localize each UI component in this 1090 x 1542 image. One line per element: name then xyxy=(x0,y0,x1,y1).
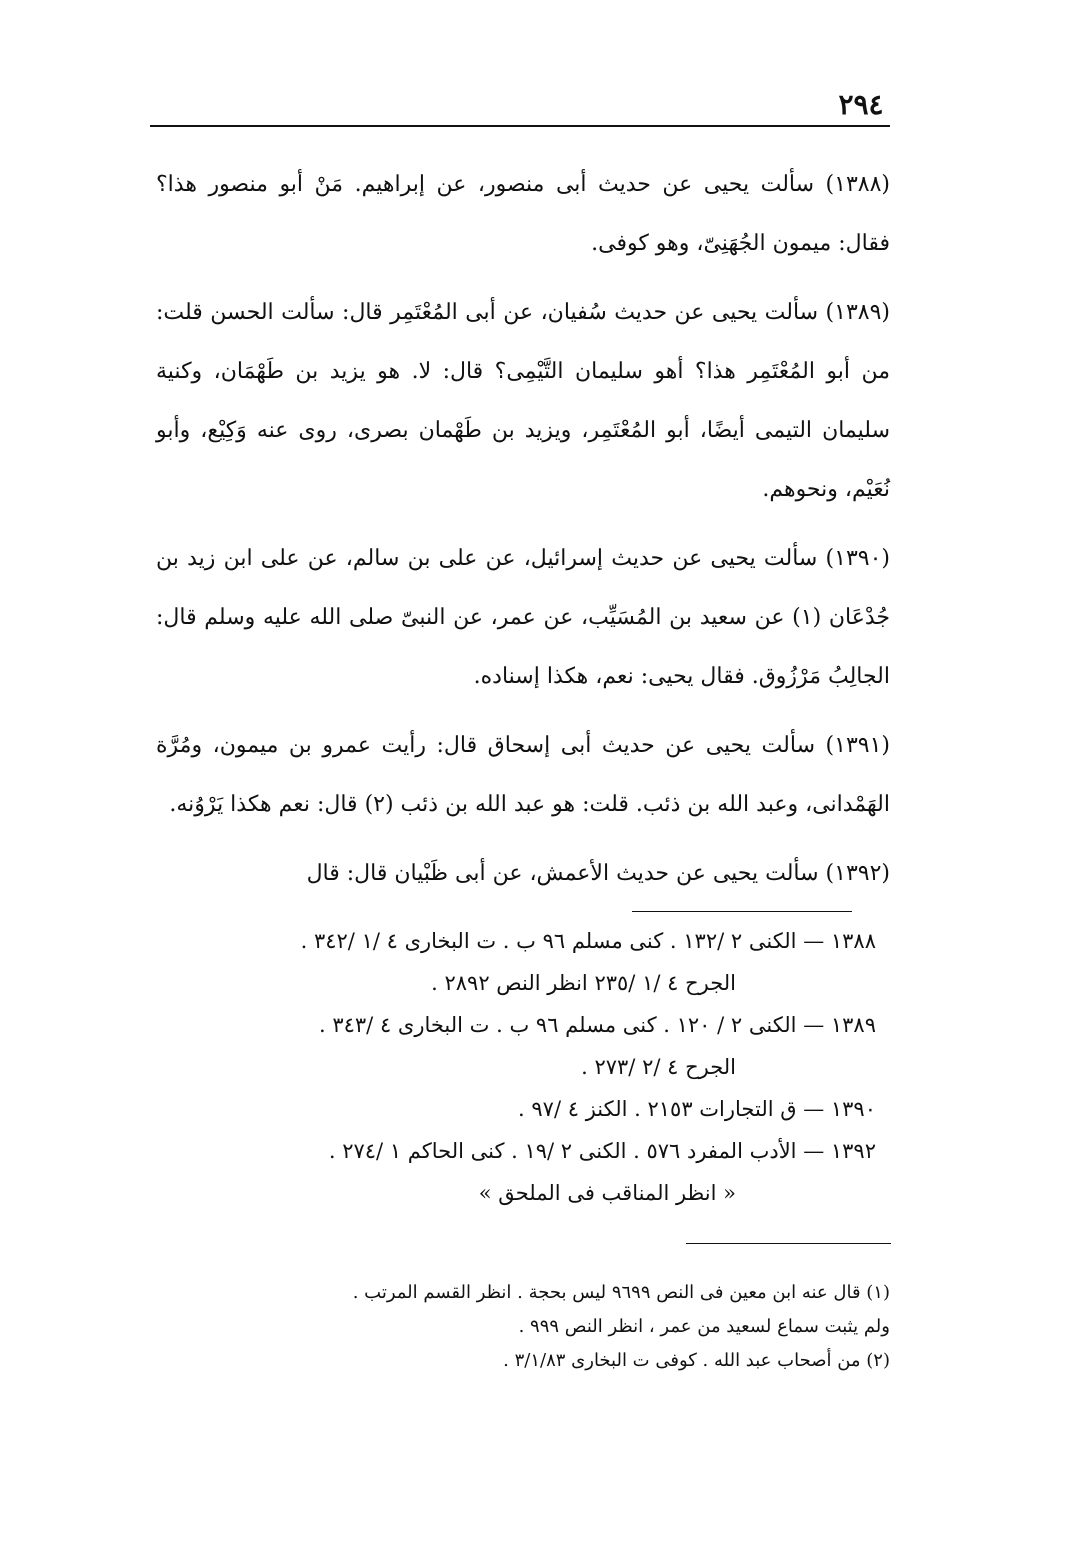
page-number: ٢٩٤ xyxy=(838,88,884,121)
entry-1391: (١٣٩١) سألت يحيى عن حديث أبى إسحاق قال: رأيت عمرو بن ميمون، ومُرَّة الهَمْدانى، وعبد الله بن ذئب. قلت: هو عبد الله بن ذئب (٢) قال: نعم هكذا يَرْوُنه. xyxy=(156,733,890,817)
note-1392-main: ١٣٩٢ — الأدب المفرد ٥٧٦ . الكنى ٢ /١٩ . كنى الحاكم ١ /٢٧٤ . xyxy=(328,1139,876,1163)
note-1390-main: ١٣٩٠ — ق التجارات ٢١٥٣ . الكنز ٤ /٩٧ . xyxy=(518,1097,876,1121)
entry-1388: (١٣٨٨) سألت يحيى عن حديث أبى منصور، عن إبراهيم. مَنْ أبو منصور هذا؟ فقال: ميمون الجُهَنِىّ، وهو كوفى. xyxy=(156,172,890,256)
note-1388-main: ١٣٨٨ — الكنى ٢ /١٣٢ . كنى مسلم ٩٦ ب . ت البخارى ٤ /١ /٣٤٢ . xyxy=(300,929,876,953)
note-1392 xyxy=(156,1130,876,1214)
note-1389 xyxy=(156,1004,876,1088)
note-1388 xyxy=(156,920,876,1004)
footnotes-rule xyxy=(686,1243,891,1244)
note-1389-main: ١٣٨٩ — الكنى ٢ / ١٢٠ . كنى مسلم ٩٦ ب . ت البخارى ٤ /٣٤٣ . xyxy=(318,1013,876,1037)
footnote-1-continued: ولم يثبت سماع لسعيد من عمر ، انظر النص ٩٩٩ . xyxy=(518,1316,890,1337)
note-1390 xyxy=(156,1088,876,1130)
entry-1389: (١٣٨٩) سألت يحيى عن حديث سُفيان، عن أبى المُعْتَمِر قال: سألت الحسن قلت: من أبو المُعْتَمِر هذا؟ أهو سليمان التَّيْمِى؟ قال: لا. هو يزيد بن طَهْمَان، وكنية سليمان التيمى أيضًا، أبو المُعْتَمِر، ويزيد بن طَهْمان بصرى، روى عنه وَكِيْع، وأبو نُعَيْم، ونحوهم. xyxy=(156,300,890,502)
main-text xyxy=(156,155,890,913)
footnotes xyxy=(156,1276,890,1378)
note-1388-sub: الجرح ٤ /١ /٢٣٥ انظر النص ٢٨٩٢ . xyxy=(431,971,736,995)
note-1392-sub: « انظر المناقب فى الملحق » xyxy=(478,1181,736,1205)
entry-1392: (١٣٩٢) سألت يحيى عن حديث الأعمش، عن أبى ظَبْيان قال: قال xyxy=(306,861,890,886)
reference-notes xyxy=(156,920,876,1214)
notes-rule xyxy=(632,911,852,912)
footnote-1: (١) قال عنه ابن معين فى النص ٩٦٩٩ ليس بحجة . انظر القسم المرتب . xyxy=(352,1282,890,1303)
entry-1390: (١٣٩٠) سألت يحيى عن حديث إسرائيل، عن على بن سالم، عن على ابن زيد بن جُدْعَان (١) عن سعيد بن المُسَيِّب، عن عمر، عن النبىّ صلى الله عليه وسلم قال: الجالِبُ مَرْزُوق. فقال يحيى: نعم، هكذا إسناده. xyxy=(156,546,891,689)
note-1389-sub: الجرح ٤ /٢ /٢٧٣ . xyxy=(581,1055,736,1079)
header-rule xyxy=(150,125,890,127)
footnote-2: (٢) من أصحاب عبد الله . كوفى ت البخارى ٣/١/٨٣ . xyxy=(503,1350,890,1371)
